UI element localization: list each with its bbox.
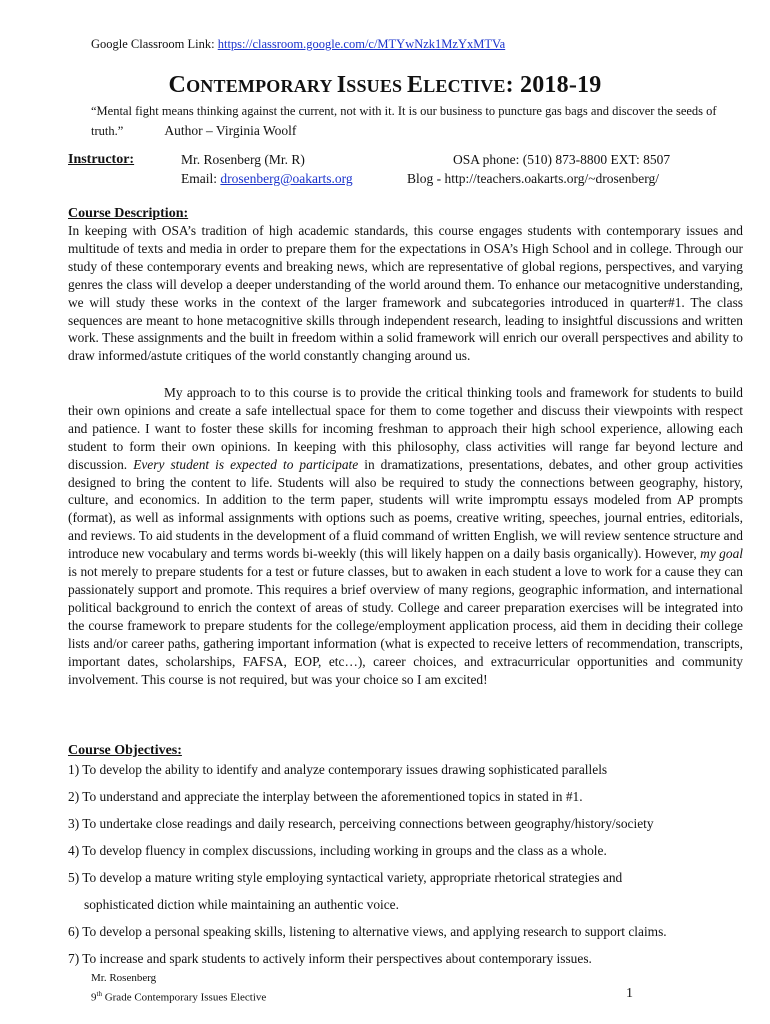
page-title [0, 72, 770, 99]
title-year: : 2018-19 [505, 72, 602, 98]
title-word-3: LECTIVE [423, 76, 506, 96]
objective-1: 1) To develop the ability to identify and analyze contemporary issues drawing sophisticated parallels [68, 762, 608, 777]
classroom-label: Google Classroom Link: [91, 37, 218, 51]
title-word-2: SSUES [346, 76, 407, 96]
email-label: Email: [181, 171, 221, 186]
title-cap-2: I [336, 72, 347, 98]
email-link[interactable]: drosenberg@oakarts.org [220, 171, 353, 186]
footer-course [91, 990, 266, 1004]
instructor-blog: Blog - http://teachers.oakarts.org/~drosenberg/ [407, 171, 659, 186]
para2-part-c: is not merely to prepare students for a test or future classes, but to awaken in each student a love to work for a cause they can passionately support and promote. This requires a brief overview of many regions, geographic information, and international political background to enrich the context of areas of study. College and career preparation exercises will be integrated into the course framework to prepare students for the college/employment application process, aid them in deciding their college lists and/or career paths, gathering important information (what is expected to receive letters of recommendation, transcripts, important dates, scholarships, FAFSA, EOP, etc…), career choices, and extracurricular opportunities and community involvement. This course is not required, but was your choice so I am excited! [68, 564, 743, 687]
page-number: 1 [626, 986, 633, 1001]
description-paragraph-2 [68, 384, 743, 688]
para2-part-b: in dramatizations, presentations, debates, and other group activities designed to bring the content to life. Students will also be required to study the connections between geography, history, culture, and economics. In addition to the term paper, students will write impromptu essays modeled from AP prompts (format), as well as informal assignments with options such as poems, creative writing, speeches, journal entries, editorials, and reviews. To aid students in the development of a fluid command of written English, we will review sentence structure and introduce new vocabulary and terms words bi-weekly (this will likely happen on a daily basis organically). However, [68, 456, 743, 562]
footer-grade-number: 9 [91, 991, 97, 1004]
objective-3: 3) To undertake close readings and daily research, perceiving connections between geography/history/society [68, 816, 654, 831]
instructor-name: Mr. Rosenberg (Mr. R) [181, 152, 305, 167]
title-cap-3: E [406, 72, 424, 98]
classroom-link-line [91, 37, 505, 52]
objective-2: 2) To understand and appreciate the interplay between the aforementioned topics in stated in #1. [68, 789, 583, 804]
instructor-email-line [181, 171, 353, 187]
objective-5-continued: sophisticated diction while maintaining an authentic voice. [84, 897, 399, 912]
objective-4: 4) To develop fluency in complex discussions, including working in groups and the class as a whole. [68, 843, 607, 858]
footer-author: Mr. Rosenberg [91, 972, 157, 984]
quote-author: Author – Virginia Woolf [164, 123, 297, 138]
para2-italic-b: my goal [700, 546, 743, 562]
objective-6: 6) To develop a personal speaking skills, listening to alternative views, and applying research to support claims. [68, 924, 667, 939]
objective-7: 7) To increase and spark students to actively inform their perspectives about contemporary issues. [68, 951, 592, 966]
instructor-phone: OSA phone: (510) 873-8800 EXT: 8507 [453, 152, 671, 167]
instructor-label: Instructor: [68, 152, 135, 167]
footer-grade-suffix: th [96, 990, 102, 998]
objective-5: 5) To develop a mature writing style employing syntactical variety, appropriate rhetorical strategies and [68, 870, 623, 885]
footer-course-name: Grade Contemporary Issues Elective [101, 991, 267, 1004]
quote-text: “Mental fight means thinking against the current, not with it. It is our business to puncture gas bags and discover the seeds of truth.” [91, 104, 717, 138]
epigraph [91, 102, 741, 141]
para2-italic-a: Every student is expected to participate [133, 456, 359, 472]
description-heading: Course Description: [68, 206, 189, 221]
objectives-heading: Course Objectives: [68, 743, 182, 758]
classroom-link[interactable]: https://classroom.google.com/c/MTYwNzk1MzYxMTVa [217, 37, 506, 51]
title-cap-1: C [168, 72, 187, 98]
description-paragraph-1: In keeping with OSA’s tradition of high academic standards, this course engages students with contemporary issues and multitude of texts and media in order to prepare them for the expectations in OSA’s High School and in college. Through our study of these contemporary events and breaking news, which are representative of global regions, perspectives, and varying genres the class will develop a deeper understanding of the world around them. To enhance our metacognitive understanding, we will study these works in the context of the larger framework and subcategories introduced in quarter#1. The class sequences are meant to hone metacognitive skills through independent research, leading to insightful discussions and written work. These assignments and the built in freedom within a solid framework will enrich our overall perspectives and ability to draw informed/astute critiques of the world constantly changing around us. [68, 223, 743, 364]
title-word-1: ONTEMPORARY [186, 76, 337, 96]
para2-part-a: My approach to to this course is to provide the critical thinking tools and framework for students to build their own opinions and create a safe intellectual space for them to come together and discuss their viewpoints with respect and patience. I want to foster these skills for incoming freshman to approach their high school experience, allowing each student to form their own opinions. In keeping with this philosophy, class activities will range far beyond lecture and discussion. [68, 385, 743, 472]
